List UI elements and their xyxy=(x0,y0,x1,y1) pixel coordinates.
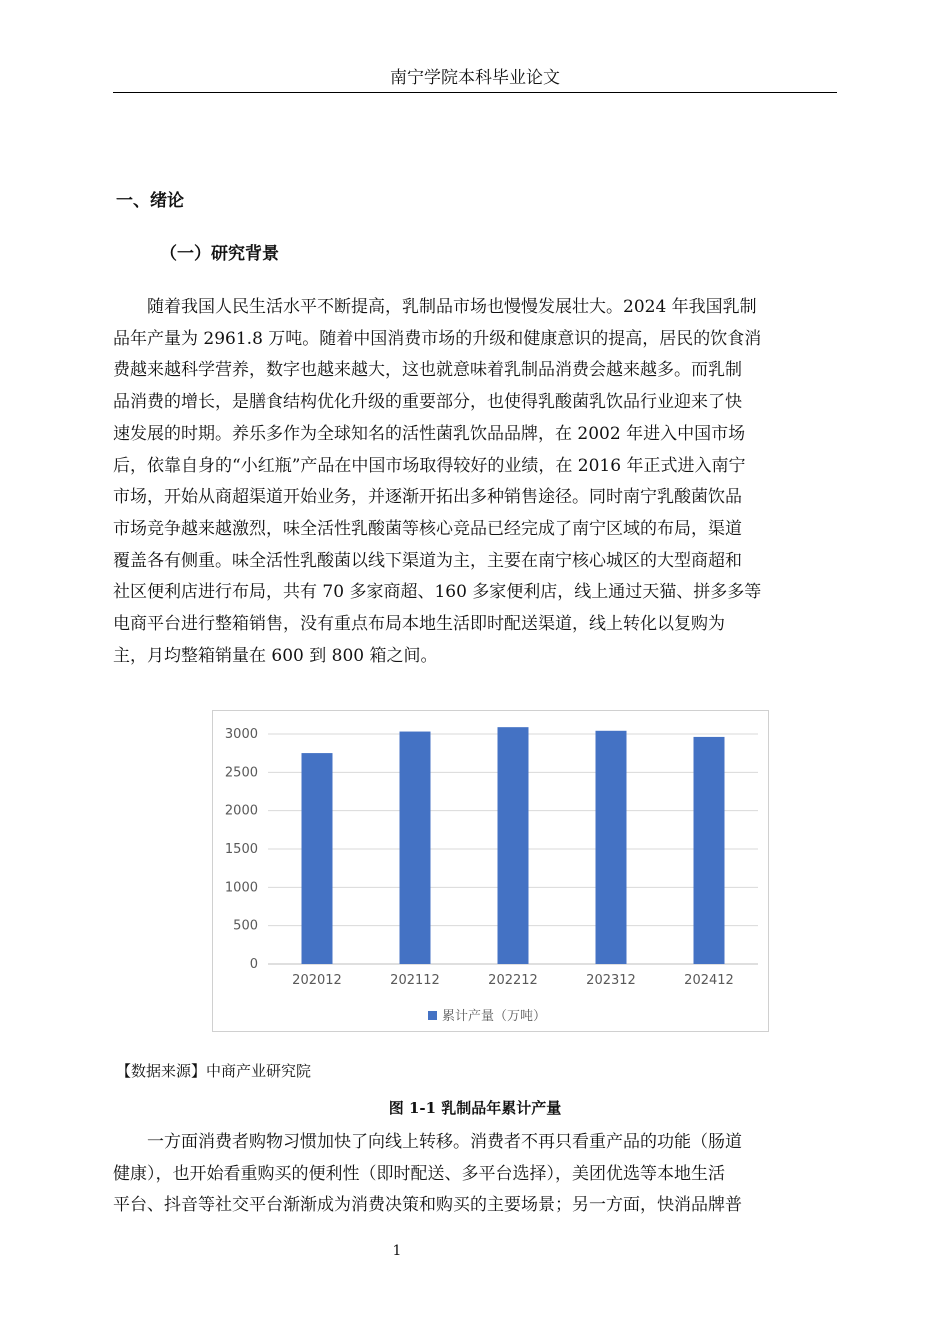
x-tick-label: 202412 xyxy=(684,973,734,988)
y-tick-label: 500 xyxy=(233,918,258,934)
x-tick-label: 202312 xyxy=(586,973,636,988)
figure-caption: 图 1-1 乳制品年累计产量 xyxy=(388,1099,562,1117)
chart-canvas xyxy=(213,711,770,1033)
x-tick-label: 202112 xyxy=(390,973,440,988)
paragraph-line: 速发展的时期。养乐多作为全球知名的活性菌乳饮品品牌，在 2002 年进入中国市场 xyxy=(113,423,746,444)
paragraph-line: 电商平台进行整箱销售，没有重点布局本地生活即时配送渠道，线上转化以复购为 xyxy=(113,614,725,635)
y-tick-label: 2000 xyxy=(224,803,258,819)
paragraph-line: 费越来越科学营养，数字也越来越大，这也就意味着乳制品消费会越来越多。而乳制 xyxy=(113,360,742,381)
bar xyxy=(498,727,529,964)
section-heading: 一、绪论 xyxy=(116,191,184,211)
bar xyxy=(302,753,333,964)
paragraph-line: 一方面消费者购物习惯加快了向线上转移。消费者不再只看重产品的功能（肠道 xyxy=(147,1132,742,1152)
x-tick-label: 202212 xyxy=(488,973,538,988)
bar xyxy=(596,731,627,964)
y-tick-label: 3000 xyxy=(224,727,258,742)
paragraph-line: 品消费的增长，是膳食结构优化升级的重要部分，也使得乳酸菌乳饮品行业迎来了快 xyxy=(113,392,742,413)
subsection-heading: （一）研究背景 xyxy=(160,244,279,264)
body-paragraph-2 xyxy=(113,1127,837,1222)
paragraph-line: 健康），也开始看重购买的便利性（即时配送、多平台选择），美团优选等本地生活 xyxy=(113,1163,725,1184)
page-number: 1 xyxy=(392,1243,402,1259)
page-header: 南宁学院本科毕业论文 xyxy=(390,68,560,88)
paragraph-line: 品年产量为 2961.8 万吨。随着中国消费市场的升级和健康意识的提高，居民的饮食消 xyxy=(113,328,762,349)
paragraph-line: 市场，开始从商超渠道开始业务，并逐渐开拓出多种销售途径。同时南宁乳酸菌饮品 xyxy=(113,487,742,508)
legend-swatch xyxy=(428,1011,437,1020)
paragraph-line: 覆盖各有侧重。味全活性乳酸菌以线下渠道为主，主要在南宁核心城区的大型商超和 xyxy=(113,550,742,571)
paragraph-line: 随着我国人民生活水平不断提高，乳制品市场也慢慢发展壮大。2024 年我国乳制 xyxy=(147,297,757,317)
header-rule xyxy=(113,92,837,93)
y-tick-label: 1000 xyxy=(224,880,258,896)
y-tick-label: 2500 xyxy=(224,765,258,781)
y-tick-label: 0 xyxy=(249,957,258,972)
paragraph-line: 平台、抖音等社交平台渐渐成为消费决策和购买的主要场景；另一方面，快消品牌普 xyxy=(113,1195,742,1216)
paragraph-line: 社区便利店进行布局，共有 70 多家商超、160 多家便利店，线上通过天猫、拼多多等 xyxy=(113,582,762,603)
paragraph-line: 市场竞争越来越激烈，味全活性乳酸菌等核心竞品已经完成了南宁区域的布局，渠道 xyxy=(113,518,742,539)
data-source-note: 【数据来源】中商产业研究院 xyxy=(116,1062,312,1080)
y-tick-label: 1500 xyxy=(224,842,258,857)
bar xyxy=(400,732,431,964)
body-paragraph-1 xyxy=(113,292,837,672)
x-tick-label: 202012 xyxy=(292,973,342,988)
legend-label: 累计产量（万吨） xyxy=(442,1009,547,1024)
bar xyxy=(694,737,725,964)
paragraph-line: 主，月均整箱销量在 600 到 800 箱之间。 xyxy=(113,645,438,666)
paragraph-line: 后，依靠自身的“小红瓶”产品在中国市场取得较好的业绩，在 2016 年正式进入南宁 xyxy=(113,455,746,476)
production-bar-chart xyxy=(212,710,769,1032)
